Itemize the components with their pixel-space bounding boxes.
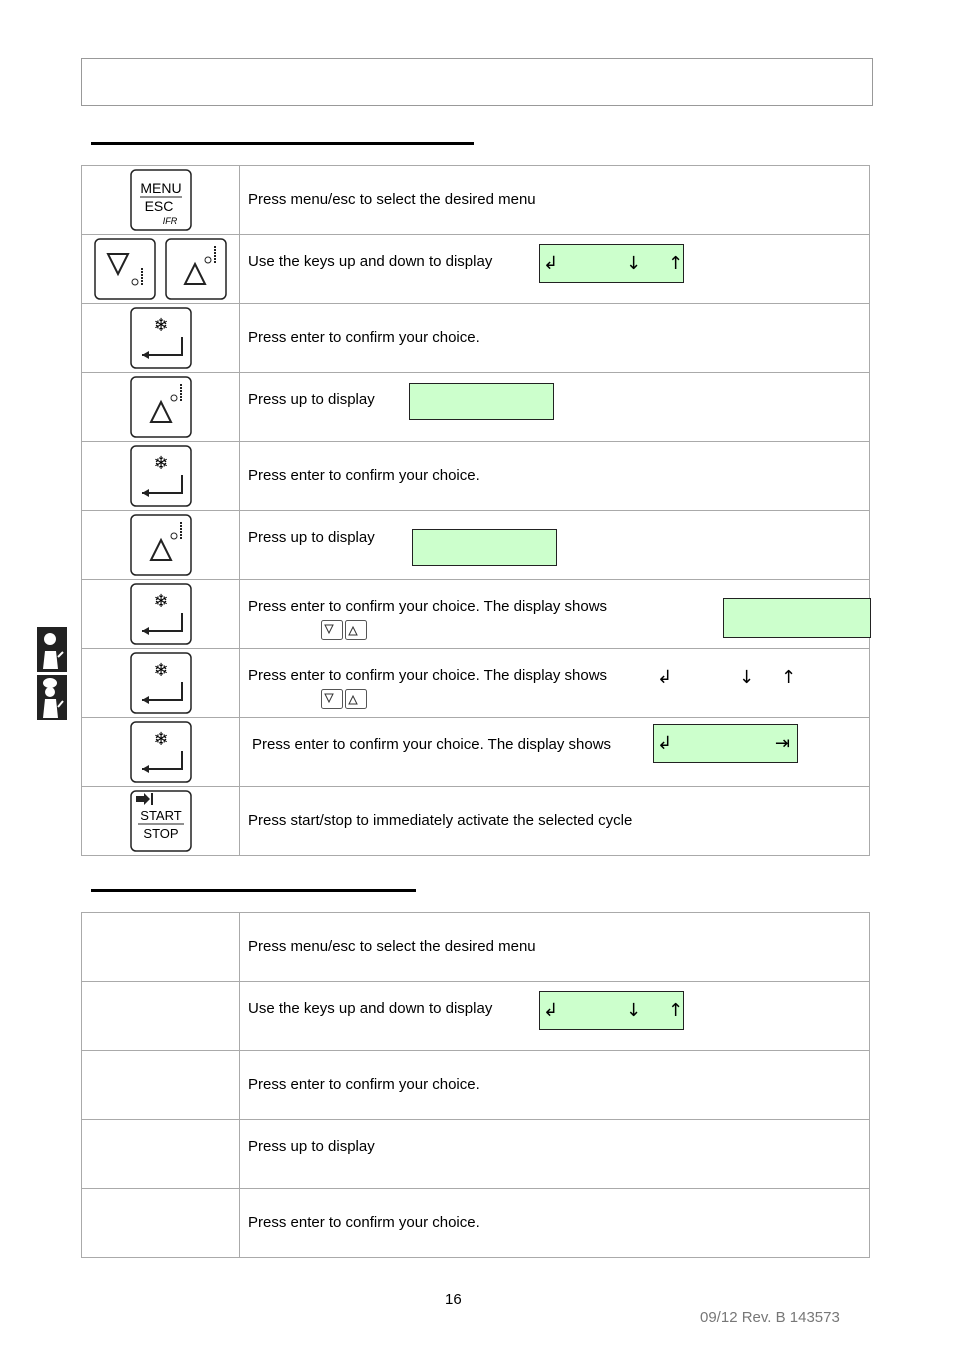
instruction-text: Press start/stop to immediately activate the selected cycle bbox=[248, 812, 633, 829]
svg-text:❄: ❄ bbox=[152, 315, 169, 336]
svg-text:❄: ❄ bbox=[152, 729, 169, 750]
lcd-display bbox=[653, 724, 798, 763]
down-arrow-symbol: ↓ bbox=[626, 253, 642, 274]
text-cell bbox=[240, 718, 870, 787]
key-cell bbox=[82, 580, 240, 649]
instruction-text: Press enter to confirm your choice. The display shows bbox=[248, 598, 608, 615]
key-cell bbox=[82, 304, 240, 373]
instruction-text: Press enter to confirm your choice. The display shows bbox=[248, 667, 608, 684]
instruction-text: Use the keys up and down to display bbox=[248, 1000, 493, 1017]
key-stop-label: STOP bbox=[142, 826, 179, 841]
text-cell bbox=[240, 1051, 870, 1120]
key-cell bbox=[82, 1120, 240, 1189]
up-arrow-symbol: ↑ bbox=[668, 1000, 684, 1021]
svg-text:❄: ❄ bbox=[152, 453, 169, 474]
key-menu-label: MENU bbox=[139, 180, 182, 196]
table-row bbox=[82, 1189, 870, 1258]
table-row bbox=[82, 442, 870, 511]
instruction-text: Press up to display bbox=[248, 529, 375, 546]
key-cell bbox=[82, 913, 240, 982]
key-cell bbox=[82, 373, 240, 442]
enter-key-icon[interactable] bbox=[130, 652, 192, 714]
tab-arrow-symbol: ⇥ bbox=[775, 733, 791, 754]
up-key-icon[interactable] bbox=[130, 376, 192, 438]
enter-key-icon[interactable] bbox=[130, 307, 192, 369]
up-arrow-symbol: ↑ bbox=[668, 253, 684, 274]
key-cell bbox=[82, 787, 240, 856]
text-cell bbox=[240, 649, 870, 718]
instruction-text: Press enter to confirm your choice. bbox=[248, 1076, 480, 1093]
key-ifr-label: IFR bbox=[162, 216, 177, 226]
key-cell bbox=[82, 718, 240, 787]
key-start-label: START bbox=[139, 808, 182, 823]
text-cell bbox=[240, 982, 870, 1051]
text-cell bbox=[240, 1189, 870, 1258]
table-row bbox=[82, 718, 870, 787]
revision-label: 09/12 Rev. B 143573 bbox=[700, 1309, 840, 1326]
operator-side-icon bbox=[37, 627, 67, 672]
enter-key-icon[interactable] bbox=[130, 721, 192, 783]
table-row bbox=[82, 373, 870, 442]
key-cell bbox=[82, 982, 240, 1051]
svg-text:❄: ❄ bbox=[152, 591, 169, 612]
start-stop-key-icon[interactable] bbox=[130, 790, 192, 852]
down-arrow-symbol: ↓ bbox=[626, 1000, 642, 1021]
menu-esc-key-icon[interactable] bbox=[130, 169, 192, 231]
key-cell bbox=[82, 235, 240, 304]
table-row bbox=[82, 166, 870, 235]
key-cell bbox=[82, 1189, 240, 1258]
table-row bbox=[82, 1120, 870, 1189]
table-row bbox=[82, 304, 870, 373]
instruction-text: Press enter to confirm your choice. The display shows bbox=[252, 736, 612, 753]
table-row bbox=[82, 787, 870, 856]
table-row bbox=[82, 982, 870, 1051]
instruction-text: Press enter to confirm your choice. bbox=[248, 1214, 480, 1231]
key-cell bbox=[82, 649, 240, 718]
table-row bbox=[82, 580, 870, 649]
procedure-table-1 bbox=[81, 165, 870, 856]
chef-side-icon bbox=[37, 675, 67, 720]
enter-symbol: ↲ bbox=[543, 253, 559, 274]
key-esc-label: ESC bbox=[144, 198, 173, 214]
enter-symbol: ↲ bbox=[543, 1000, 559, 1021]
key-cell bbox=[82, 442, 240, 511]
lcd-display bbox=[412, 529, 557, 566]
up-key-icon[interactable] bbox=[165, 238, 227, 300]
instruction-text: Press menu/esc to select the desired menu bbox=[248, 938, 536, 955]
text-cell bbox=[240, 166, 870, 235]
lcd-display bbox=[409, 383, 554, 420]
instruction-text: Press up to display bbox=[248, 391, 375, 408]
table-row bbox=[82, 1051, 870, 1120]
enter-symbol: ↲ bbox=[657, 733, 673, 754]
text-cell bbox=[240, 913, 870, 982]
page-number: 16 bbox=[445, 1291, 462, 1308]
enter-key-icon[interactable] bbox=[130, 445, 192, 507]
down-arrow-symbol: ↓ bbox=[739, 667, 755, 688]
key-cell bbox=[82, 1051, 240, 1120]
table-row bbox=[82, 235, 870, 304]
svg-text:❄: ❄ bbox=[152, 660, 169, 681]
text-cell bbox=[240, 1120, 870, 1189]
up-key-icon[interactable] bbox=[130, 514, 192, 576]
key-cell bbox=[82, 166, 240, 235]
up-down-mini-keys-icon bbox=[321, 620, 367, 640]
section-rule-2 bbox=[91, 889, 416, 892]
header-box bbox=[81, 58, 873, 106]
key-cell bbox=[82, 511, 240, 580]
procedure-table-2 bbox=[81, 912, 870, 1258]
instruction-text: Press enter to confirm your choice. bbox=[248, 329, 480, 346]
instruction-text: Press menu/esc to select the desired menu bbox=[248, 191, 536, 208]
up-arrow-symbol: ↑ bbox=[781, 667, 797, 688]
lcd-display bbox=[539, 244, 684, 283]
text-cell bbox=[240, 511, 870, 580]
lcd-display bbox=[539, 991, 684, 1030]
table-row bbox=[82, 649, 870, 718]
table-row bbox=[82, 913, 870, 982]
text-cell bbox=[240, 580, 870, 649]
text-cell bbox=[240, 442, 870, 511]
instruction-text: Use the keys up and down to display bbox=[248, 253, 493, 270]
instruction-text: Press enter to confirm your choice. bbox=[248, 467, 480, 484]
enter-symbol: ↲ bbox=[657, 667, 673, 688]
table-row bbox=[82, 511, 870, 580]
section-rule-1 bbox=[91, 142, 474, 145]
text-cell bbox=[240, 304, 870, 373]
up-down-mini-keys-icon bbox=[321, 689, 367, 709]
enter-key-icon[interactable] bbox=[130, 583, 192, 645]
text-cell bbox=[240, 235, 870, 304]
text-cell bbox=[240, 373, 870, 442]
text-cell bbox=[240, 787, 870, 856]
lcd-display bbox=[723, 598, 871, 638]
down-key-icon[interactable] bbox=[94, 238, 156, 300]
instruction-text: Press up to display bbox=[248, 1138, 375, 1155]
